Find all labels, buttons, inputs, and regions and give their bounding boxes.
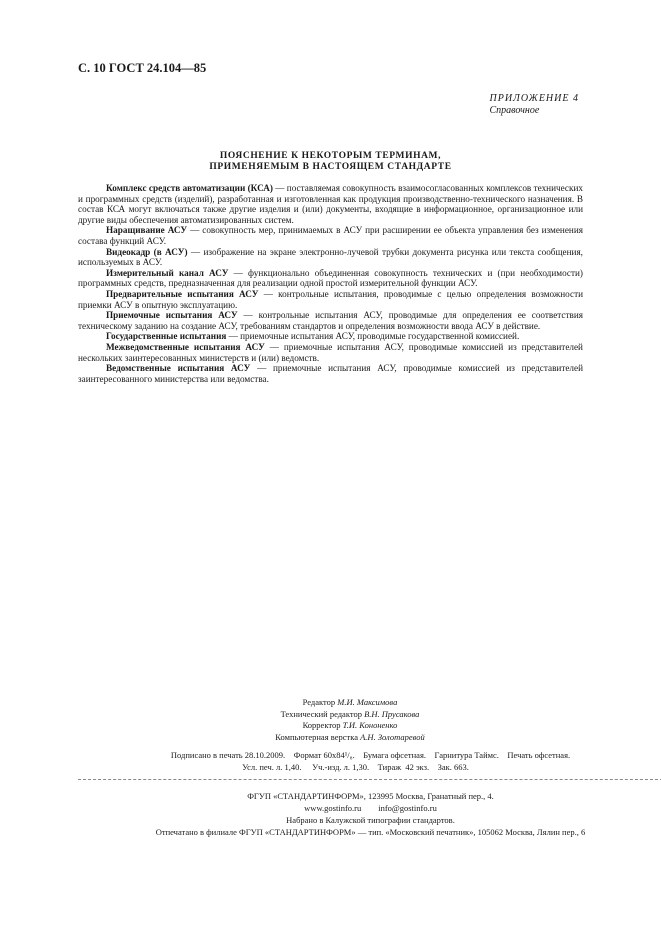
credit-person: М.И. Максимова xyxy=(337,697,398,707)
term-paragraph xyxy=(78,183,583,225)
publisher-web: www.gostinfo.ru info@gostinfo.ru xyxy=(304,803,437,813)
print-info xyxy=(78,749,661,773)
term-name: Предварительные испытания АСУ xyxy=(106,288,259,299)
term-definition: — контрольные испытания, проводимые с целью определения возможности приемки АСУ в опытную эксплуатацию. xyxy=(78,288,583,310)
term-name: Видеокадр (в АСУ) xyxy=(106,246,188,257)
term-paragraph xyxy=(78,225,583,246)
footer-divider xyxy=(78,779,661,780)
page-header: С. 10 ГОСТ 24.104—85 xyxy=(78,61,207,75)
credit-person: А.Н. Золотаревой xyxy=(360,731,425,742)
term-name: Ведомственные испытания АСУ xyxy=(106,363,251,374)
credits-block xyxy=(200,697,500,743)
credit-corrector xyxy=(200,720,500,732)
credit-layout xyxy=(200,732,500,744)
term-paragraph xyxy=(78,289,583,310)
term-name: Измерительный канал АСУ xyxy=(106,267,229,278)
credit-label: Компьютерная верстка xyxy=(275,731,358,742)
section-title-line-1: ПОЯСНЕНИЕ К НЕКОТОРЫМ ТЕРМИНАМ, xyxy=(219,151,442,161)
term-paragraph xyxy=(78,342,583,363)
term-name: Наращивание АСУ xyxy=(106,225,188,236)
publisher-address: ФГУП «СТАНДАРТИНФОРМ», 123995 Москва, Гранатный пер., 4. xyxy=(247,791,494,801)
term-definition: — изображение на экране электронно-лучевой трубки документа рисунка или текста сообщения, используемых в АСУ. xyxy=(78,246,583,268)
credit-person: Т.И. Кононенко xyxy=(342,720,398,730)
term-paragraph xyxy=(78,247,583,268)
term-name: Комплекс средств автоматизации (КСА) xyxy=(106,183,273,193)
appendix-subtitle: Справочное xyxy=(489,105,540,116)
credit-label: Редактор xyxy=(302,697,336,707)
term-definition: — приемочные испытания АСУ, проводимые государственной комиссией. xyxy=(226,331,520,342)
section-title xyxy=(78,151,583,173)
print-info-row-1: Подписано в печать 28.10.2009. Формат 60х84¹/₈. Бумага офсетная. Гарнитура Таймс. Печать офсетная. xyxy=(170,750,571,760)
section-title-line-2: ПРИМЕНЯЕМЫМ В НАСТОЯЩЕМ СТАНДАРТЕ xyxy=(209,162,452,172)
publisher-typeset: Набрано в Калужской типографии стандартов. xyxy=(286,815,455,825)
term-paragraph xyxy=(78,331,583,342)
credit-label: Корректор xyxy=(302,720,341,730)
term-definition: — функционально объединенная совокупность технических и (при необходимости) программных средств, предназначенная для реализации одной простой измерительной функции АСУ. xyxy=(78,267,583,289)
term-definition: — контрольные испытания АСУ, проводимые для определения ее соответствия техническому заданию на создание АСУ, требованиям стандартов и определения возможности ввода АСУ в действие. xyxy=(78,310,583,331)
credit-tech-editor xyxy=(200,709,500,721)
term-definition: — приемочные испытания АСУ, проводимые комиссией из представителей заинтересованного министерства или ведомства. xyxy=(78,363,583,384)
publisher-info xyxy=(78,790,661,838)
term-paragraph xyxy=(78,310,583,331)
term-definition: — приемочные испытания АСУ, проводимые комиссией из представителей нескольких заинтересованных министерств и (или) ведомств. xyxy=(78,341,583,363)
term-paragraph xyxy=(78,268,583,289)
appendix-label xyxy=(490,93,580,117)
term-name: Приемочные испытания АСУ xyxy=(106,310,238,321)
terms-list xyxy=(78,183,583,384)
appendix-title: ПРИЛОЖЕНИЕ 4 xyxy=(489,93,579,104)
print-info-row-2: Усл. печ. л. 1,40. Уч.-изд. л. 1,30. Тираж 42 экз. Зак. 663. xyxy=(242,762,469,772)
publisher-printed: Отпечатано в филиале ФГУП «СТАНДАРТИНФОРМ» — тип. «Московский печатник», 105062 Москва, Лялин пер., 6 xyxy=(155,827,586,837)
credit-person: В.Н. Прусакова xyxy=(364,708,420,719)
term-name: Государственные испытания xyxy=(106,331,227,342)
credit-label: Технический редактор xyxy=(280,708,362,719)
term-definition: — совокупность мер, принимаемых в АСУ при расширении ее объекта управления без изменения состава функций АСУ. xyxy=(78,225,583,246)
term-paragraph xyxy=(78,363,583,384)
term-definition: — поставляемая совокупность взаимосогласованных комплексов технических и программных средств (изделий), разработанная и изготовленная как продукция производственно-технического назначения. В состав КСА могут включаться также другие изделия и (или) документы, входящие в информационное, организационное или другие виды обеспечения автоматизированных систем. xyxy=(78,183,583,225)
term-name: Межведомственные испытания АСУ xyxy=(106,341,265,352)
credit-editor xyxy=(200,697,500,709)
